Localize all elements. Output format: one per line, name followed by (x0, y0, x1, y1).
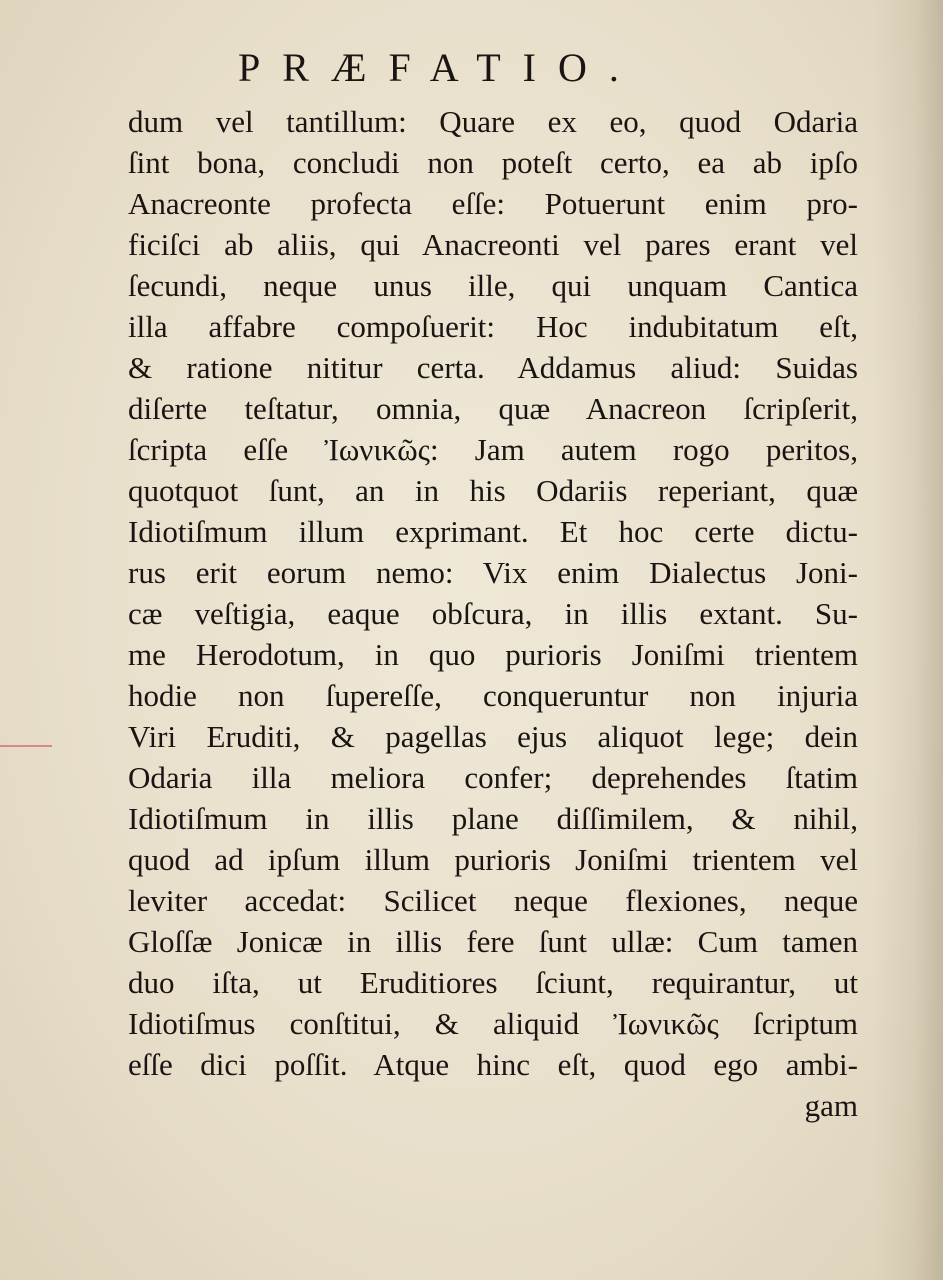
text-line: Odaria illa meliora confer; deprehendes ſtatim (128, 760, 858, 795)
text-line: quotquot ſunt, an in his Odariis reperiant, quæ (128, 473, 858, 508)
text-line: me Herodotum, in quo purioris Joniſmi trientem (128, 637, 858, 672)
page-gutter-shadow (873, 0, 943, 1280)
text-line: Idiotiſmum illum exprimant. Et hoc certe dictu- (128, 514, 858, 549)
text-line: Anacreonte profecta eſſe: Potuerunt enim pro- (128, 186, 858, 221)
text-line: ſint bona, concludi non poteſt certo, ea ab ipſo (128, 145, 858, 180)
text-line: Viri Eruditi, & pagellas ejus aliquot lege; dein (128, 719, 858, 754)
text-line: eſſe dici poſſit. Atque hinc eſt, quod ego ambi- (128, 1047, 858, 1082)
text-line: Idiotiſmus conſtitui, & aliquid Ἰωνικῶς ſcriptum (128, 1006, 858, 1041)
text-line: cæ veſtigia, eaque obſcura, in illis extant. Su- (128, 596, 858, 631)
text-line: dum vel tantillum: Quare ex eo, quod Odaria (128, 104, 858, 139)
text-line: & ratione nititur certa. Addamus aliud: Suidas (128, 350, 858, 385)
text-line: duo iſta, ut Eruditiores ſciunt, requirantur, ut (128, 965, 858, 1000)
margin-mark (0, 745, 52, 747)
running-head: PRÆFATIO. (238, 45, 641, 90)
body-text (128, 101, 858, 1126)
text-line: Idiotiſmum in illis plane diſſimilem, & nihil, (128, 801, 858, 836)
text-line: hodie non ſupereſſe, conqueruntur non injuria (128, 678, 858, 713)
text-line: leviter accedat: Scilicet neque flexiones, neque (128, 883, 858, 918)
text-line: illa affabre compoſuerit: Hoc indubitatum eſt, (128, 309, 858, 344)
text-line: rus erit eorum nemo: Vix enim Dialectus Joni- (128, 555, 858, 590)
text-line: ficiſci ab aliis, qui Anacreonti vel pares erant vel (128, 227, 858, 262)
text-line: ſcripta eſſe Ἰωνικῶς: Jam autem rogo peritos, (128, 432, 858, 467)
catchword: gam (804, 1088, 858, 1123)
text-line: Gloſſæ Jonicæ in illis fere ſunt ullæ: Cum tamen (128, 924, 858, 959)
text-line: diſerte teſtatur, omnia, quæ Anacreon ſcripſerit, (128, 391, 858, 426)
text-line: ſecundi, neque unus ille, qui unquam Cantica (128, 268, 858, 303)
text-line: quod ad ipſum illum purioris Joniſmi trientem vel (128, 842, 858, 877)
